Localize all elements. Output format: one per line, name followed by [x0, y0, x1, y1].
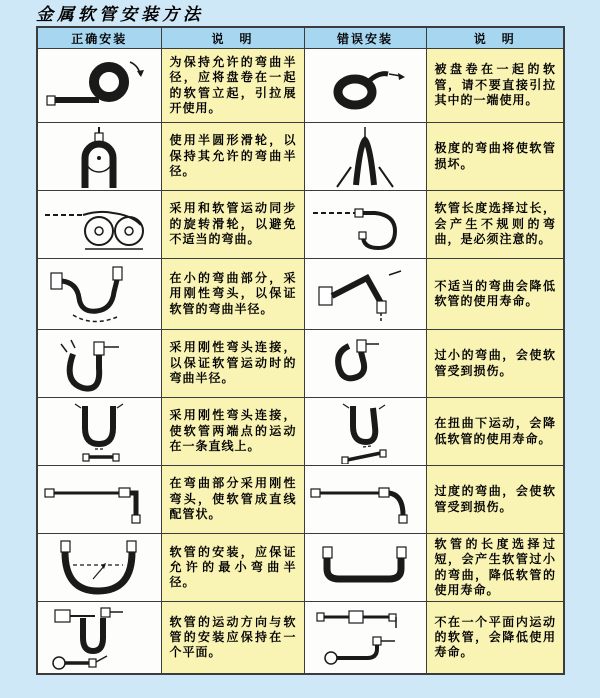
correct-image-cell	[37, 330, 161, 398]
wrong-description: 软管的长度选择过短，会产生软管过小的弯曲，降低软管的使用寿命。	[426, 534, 564, 602]
wrong-image-cell	[304, 330, 426, 398]
single-plane-trap-motion-icon	[43, 604, 155, 672]
correct-image-cell	[37, 191, 161, 259]
wrong-description: 过度的弯曲，会使软管受到损伤。	[426, 466, 564, 534]
rigid-elbow-connection-loop-icon	[43, 332, 155, 396]
table-row	[37, 602, 564, 674]
correct-image-cell	[37, 602, 161, 674]
correct-description: 使用半圆形滑轮，以保持其允许的弯曲半径。	[161, 123, 304, 191]
wrong-description: 不在一个平面内运动的软管，会降低使用寿命。	[426, 602, 564, 674]
correct-description: 软管的安装，应保证允许的最小弯曲半径。	[161, 534, 304, 602]
wrong-description: 不适当的弯曲会降低软管的使用寿命。	[426, 259, 564, 330]
coil-upright-unrolled-icon	[43, 55, 155, 117]
correct-description: 在弯曲部分采用刚性弯头，使软管成直线配管状。	[161, 466, 304, 534]
synchronized-rotating-pulleys-icon	[41, 195, 157, 255]
correct-image-cell	[37, 466, 161, 534]
u-hose-inline-motion-icon	[43, 400, 155, 464]
wrong-image-cell	[304, 49, 426, 123]
correct-description: 在小的弯曲部分，采用刚性弯头，以保证软管的弯曲半径。	[161, 259, 304, 330]
correct-image-cell	[37, 398, 161, 466]
wrong-description: 被盘卷在一起的软管，请不要直接引拉其中的一端使用。	[426, 49, 564, 123]
correct-description: 采用刚性弯头连接，以保证软管运动时的弯曲半径。	[161, 330, 304, 398]
wrong-description: 软管长度选择过长，会产生不规则的弯曲，是必须注意的。	[426, 191, 564, 259]
coil-pulled-from-end-icon	[309, 55, 421, 117]
wrong-image-cell	[304, 534, 426, 602]
correct-description: 采用刚性弯头连接，使软管两端点的运动在一条直线上。	[161, 398, 304, 466]
hose-over-semicircular-pulley-icon	[43, 125, 155, 189]
wrong-description: 极度的弯曲将使软管损坏。	[426, 123, 564, 191]
table-row	[37, 466, 564, 534]
correct-description: 采用和软管运动同步的旋转滑轮，以避免不适当的弯曲。	[161, 191, 304, 259]
header-description-left: 说 明	[161, 27, 304, 49]
correct-image-cell	[37, 259, 161, 330]
u-hose-twisted-motion-icon	[309, 400, 421, 464]
correct-image-cell	[37, 534, 161, 602]
table-row	[37, 191, 564, 259]
wrong-description: 在扭曲下运动，会降低软管的使用寿命。	[426, 398, 564, 466]
correct-image-cell	[37, 49, 161, 123]
installation-table	[36, 26, 565, 675]
wrong-image-cell	[304, 191, 426, 259]
straight-pipe-rigid-elbow-icon	[41, 471, 157, 529]
wrong-image-cell	[304, 466, 426, 534]
wrong-image-cell	[304, 398, 426, 466]
table-row	[37, 123, 564, 191]
correct-description: 为保持允许的弯曲半径，应将盘卷在一起的软管立起，引拉展开使用。	[161, 49, 304, 123]
header-description-right: 说 明	[426, 27, 564, 49]
header-wrong-install: 错误安装	[304, 27, 426, 49]
deep-u-minimum-radius-icon	[43, 537, 155, 599]
hose-extreme-sharp-bend-icon	[309, 125, 421, 189]
wrong-image-cell	[304, 123, 426, 191]
table-row	[37, 259, 564, 330]
table-row	[37, 534, 564, 602]
table-row	[37, 398, 564, 466]
correct-description: 软管的运动方向与软管的安装应保持在一个平面。	[161, 602, 304, 674]
overlong-hose-irregular-loop-icon	[309, 195, 421, 255]
out-of-plane-motion-icon	[309, 604, 421, 672]
wrong-description: 过小的弯曲，会使软管受到损伤。	[426, 330, 564, 398]
header-row	[37, 27, 564, 49]
table-row	[37, 49, 564, 123]
wrong-image-cell	[304, 259, 426, 330]
wrong-image-cell	[304, 602, 426, 674]
short-hose-flat-u-icon	[309, 537, 421, 599]
header-correct-install: 正确安装	[37, 27, 161, 49]
page-title: 金属软管安装方法	[36, 5, 204, 25]
too-small-bend-hook-icon	[309, 332, 421, 396]
straight-pipe-curved-droop-icon	[307, 471, 423, 529]
rigid-elbow-small-bend-icon	[43, 261, 155, 327]
correct-image-cell	[37, 123, 161, 191]
table-row	[37, 330, 564, 398]
improper-sharp-z-bend-icon	[309, 261, 421, 327]
